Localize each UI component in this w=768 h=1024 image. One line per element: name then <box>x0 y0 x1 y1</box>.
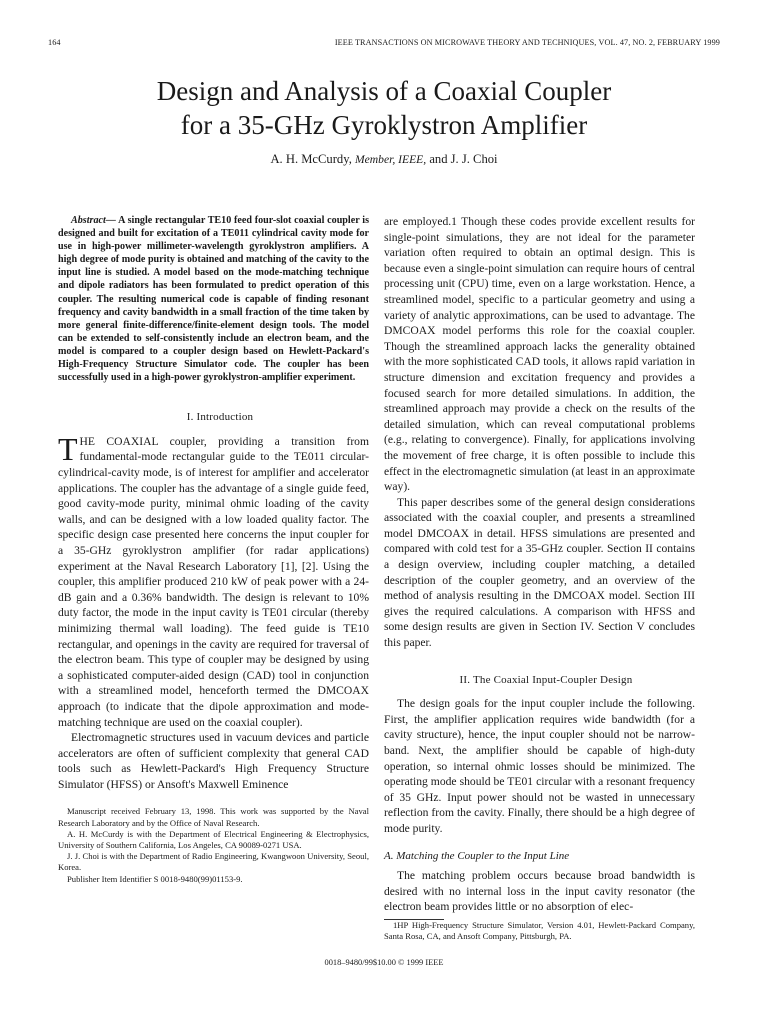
matching-paragraph: The matching problem occurs because broad bandwidth is desired with no internal loss in the input cavity resonator (the electron beam provides little or no absorption of elec- <box>384 869 695 914</box>
design-paragraph: The design goals for the input coupler include the following. First, the amplifier application requires wide bandwidth (for a cavity structure), hence, the input coupler should not be narrow-band. Next, the amplifier should be capable of high-duty operation, so internal ohmic losses should be minimized. The operating mode should be TE01 circular with a resonant frequency of 35 GHz. Input power should not be wasted in unnecessary reflection from the cavity. Finally, there should be a high degree of mode purity. <box>384 697 695 835</box>
author-1: A. H. McCurdy, <box>270 152 352 166</box>
abstract-text: A single rectangular TE10 feed four-slot coaxial coupler is designed and built for excitation of a TE011 cylindrical cavity mode for use in high-power millimeter-wavelength gyroklystron amplifiers. A high degree of mode purity is obtained and matching of the cavity to the input line is studied. A model based on the mode-matching technique and dipole radiators has been formulated to predict operation of this coupler. The resulting numerical code is capable of finding resonant frequency and cavity bandwidth in a small fraction of the time taken by more general finite-difference/finite-element design tools. The model can be extended to self-consistently include an electron beam, and the model is compared to a coupler design based on Hewlett-Packard's High-Frequency Structure Simulator code. The coupler has been successfully used in a high-power gyroklystron-amplifier experiment. <box>58 215 369 384</box>
page-number: 164 <box>48 38 61 47</box>
title-line-1: Design and Analysis of a Coaxial Coupler <box>156 76 612 106</box>
footnote-manuscript: Manuscript received February 13, 1998. This work was supported by the Naval Research Laboratory and by the Office of Naval Research. <box>58 806 369 828</box>
abstract-label: Abstract— <box>71 215 116 226</box>
running-header <box>48 38 720 52</box>
subsection-a-heading: A. Matching the Coupler to the Input Line <box>384 849 570 862</box>
author-1-role: Member, IEEE, <box>355 153 427 166</box>
footnote-author-1: A. H. McCurdy is with the Department of Electrical Engineering & Electrophysics, University of Southern California, Los Angeles, CA 90089-0271 USA. <box>58 828 369 851</box>
abstract <box>58 214 369 384</box>
intro-paragraph-1 <box>58 430 369 730</box>
section-2-heading: II. The Coaxial Input-Coupler Design <box>459 673 633 686</box>
footnote-author-2: J. J. Choi is with the Department of Radio Engineering, Kwangwoon University, Seoul, Korea. <box>58 851 369 873</box>
section-1-heading: I. Introduction <box>186 411 254 424</box>
drop-cap: T <box>58 430 78 467</box>
right-paragraph-1: are employed.1 Though these codes provide excellent results for single-point simulations, they are not ideal for the parameter variation often required to obtain an optimal design. This is because even a single-point simulation can require hours of central processing unit (CPU) time, even on a large workstation. Hence, a streamlined model, specific to a particular geometry and using a variety of analytic approximations, can be used to advantage. The DMCOAX model performs this role for the coaxial coupler. Though the streamlined approach lacks the generality obtained with the more sophisticated CAD tools, it allows rapid variation in structure dimension and excitation frequency and provides a focused search for more detailed simulations. In addition, the streamlined approach may provide a check on the results of the detailed simulation, which can reveal computational problems (e.g., relating to convergence). Finally, for applications involving the movement of free charge, it is often possible to include this effect in the electromagnetic simulation (at least in an approximate way). <box>384 215 695 494</box>
intro-paragraph-2: Electromagnetic structures used in vacuum devices and particle accelerators are often of sufficient complexity that general CAD tools such as Hewlett-Packard's High Frequency Structure Simulator (HFSS) or Ansoft's Maxwell Eminence <box>58 731 369 791</box>
copyright-line: 0018–9480/99$10.00 © 1999 IEEE <box>324 958 444 967</box>
footnote-publisher: Publisher Item Identifier S 0018-9480(99)01153-9. <box>67 873 243 884</box>
journal-header: IEEE TRANSACTIONS ON MICROWAVE THEORY AND TECHNIQUES, VOL. 47, NO. 2, FEBRUARY 1999 <box>334 38 720 47</box>
left-column <box>58 214 369 885</box>
footnote-right <box>384 920 695 942</box>
right-column <box>384 214 695 942</box>
footnotes-left <box>58 806 369 884</box>
paper-title <box>48 74 720 142</box>
author-2: and J. J. Choi <box>429 152 498 166</box>
right-paragraph-2: This paper describes some of the general design considerations associated with the coaxial coupler, and presents a streamlined model DMCOAX in detail. HFSS simulations are presented and compared with cold test for a 35-GHz coupler. Section II contains a design overview, including coupler matching, a detailed description of the coupler geometry, and an overview of the method of analysis resulting in the DMCOAX model. Section III gives the required calculations. A comparison with HFSS and some design results are given in Section IV. Section V concludes this paper. <box>384 495 695 650</box>
author-line <box>48 152 720 167</box>
title-line-2: for a 35-GHz Gyroklystron Amplifier <box>180 110 588 140</box>
footnote-hfss: 1HP High-Frequency Structure Simulator, Version 4.01, Hewlett-Packard Company, Santa Rosa, CA, and Ansoft Company, Pittsburgh, PA. <box>384 919 695 942</box>
intro-p1-text: HE COAXIAL coupler, providing a transition from fundamental-mode rectangular guide to the TE011 circular-cylindrical-cavity mode, is of interest for amplifier and accelerator applications. The coupler has the advantage of a single guide feed, good cavity-mode purity, minimal ohmic loading of the cavity walls, and can be designed with a low loaded quality factor. The specific design case presented here concerns the input coupler for a 35-GHz gyroklystron amplifier (for radar applications) experiment at the Naval Research Laboratory [1], [2]. Using the coupler, this amplifier produced 210 kW of peak power with a 24-dB gain and a 0.36% bandwidth. The design is relevant to 10% duty factor, the mode in the input cavity is TE01 circular (thereby minimizing thermal wall loading). The feed guide is TE10 rectangular, and openings in the cavity are required for traversal of the electron beam. This type of coupler may be designed by using a sophisticated computer-aided design (CAD) tool in conjunction with a streamlined model, henceforth termed the DMCOAX approach (to indicate that the dipole approximation and mode-matching technique are used on the coaxial coupler). <box>58 434 369 729</box>
